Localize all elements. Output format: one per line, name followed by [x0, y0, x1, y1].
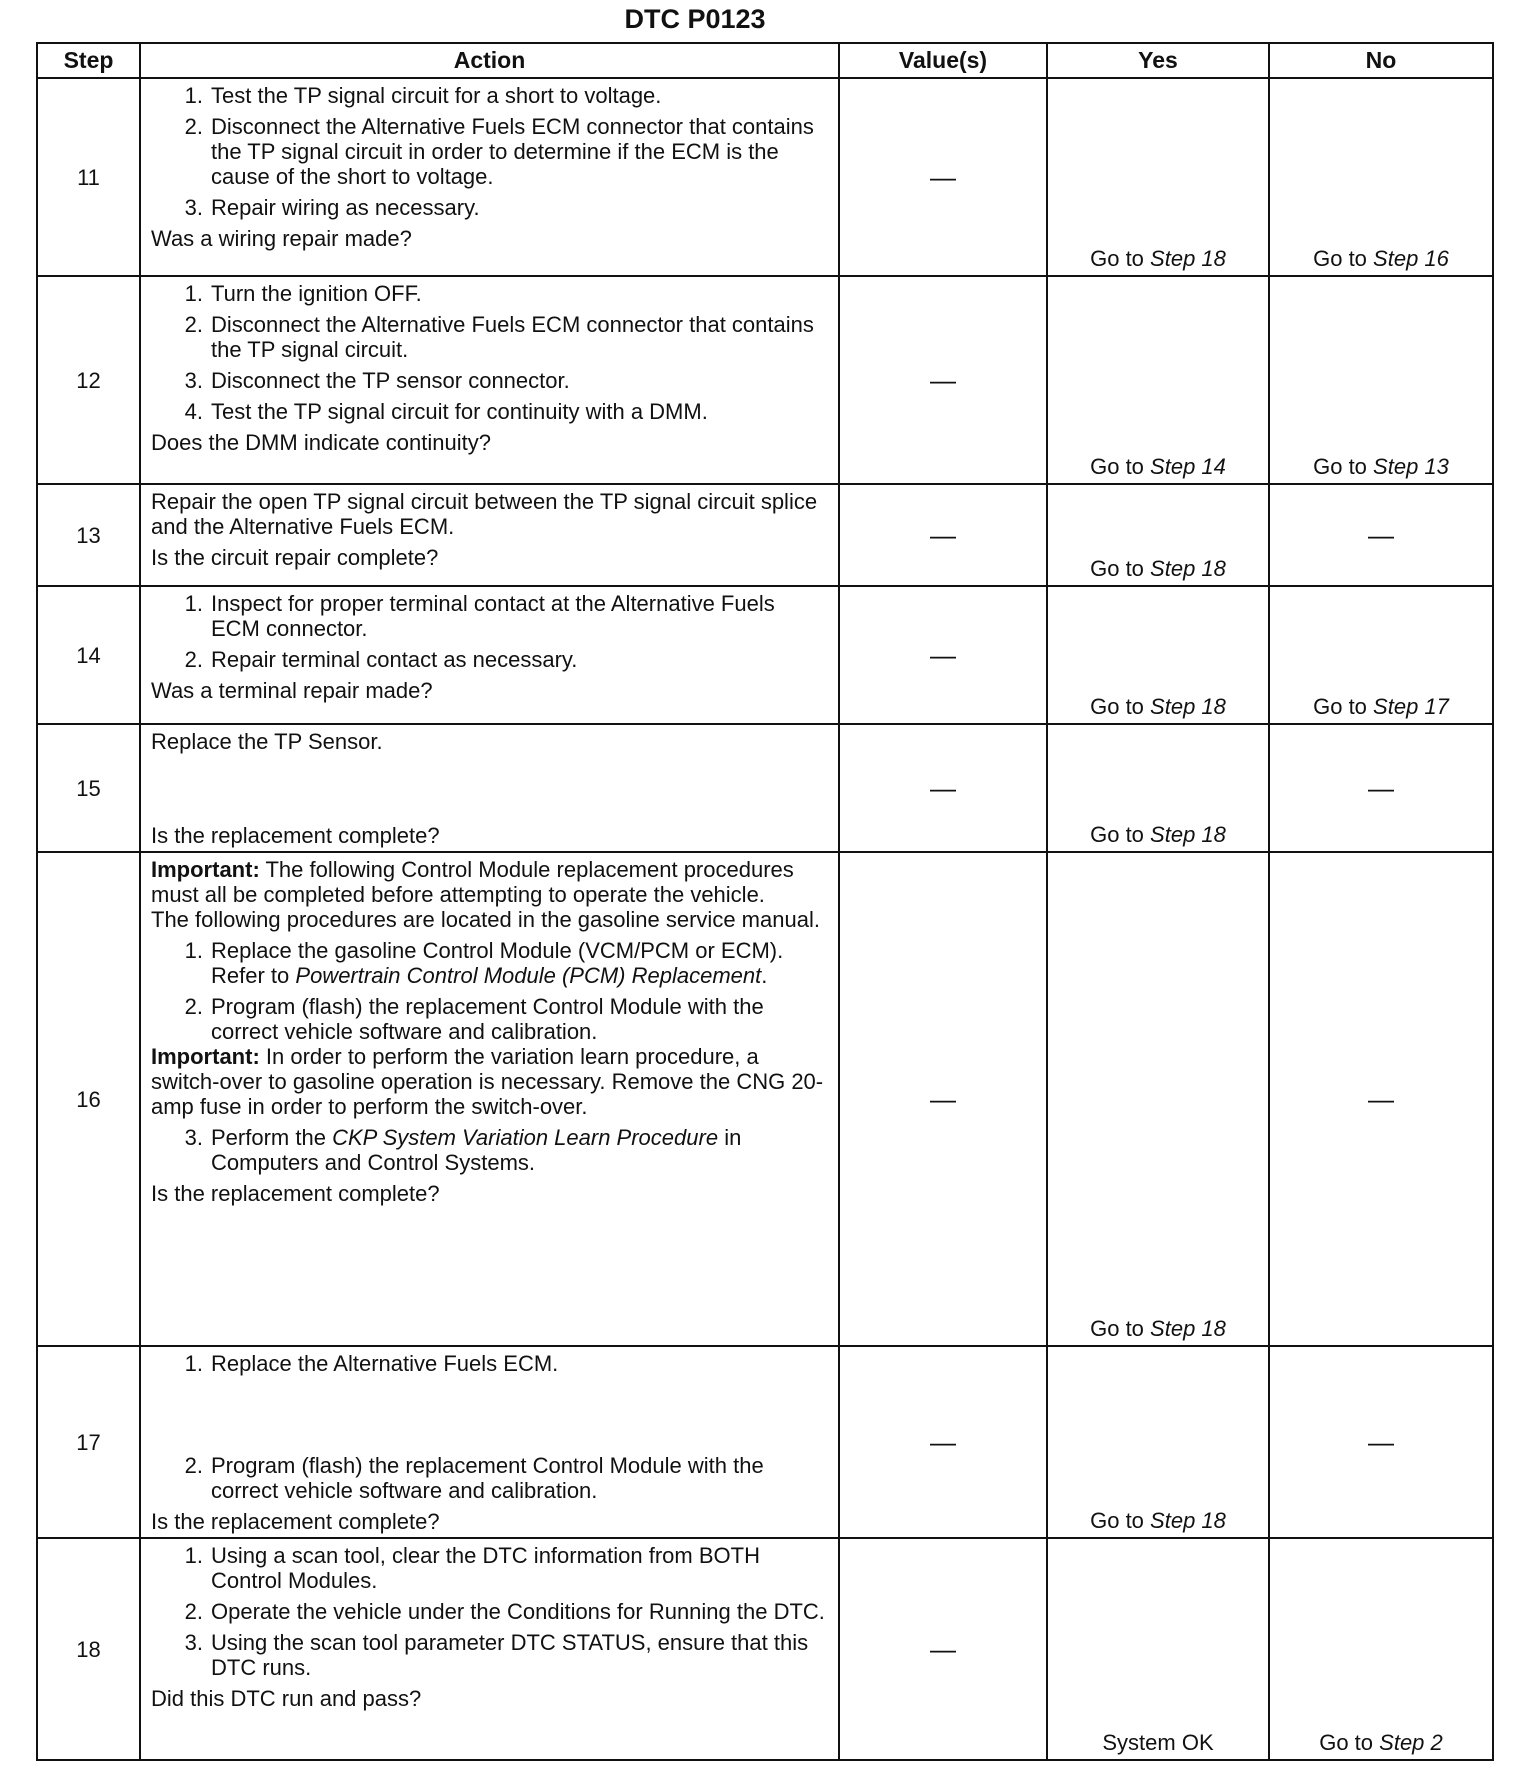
procedure-note: The following procedures are located in the gasoline service manual. [151, 907, 820, 932]
action-item: Repair wiring as necessary. [211, 195, 480, 220]
step-number: 13 [37, 484, 140, 586]
action-cell: 1. Replace the Alternative Fuels ECM. 2. Program (flash) the replacement Control Module with the correct vehicle software and calibration. Is the replacement complete? [140, 1346, 839, 1538]
action-text: Repair the open TP signal circuit between the TP signal circuit splice and the Alternative Fuels ECM. [151, 489, 818, 539]
header-no: No [1269, 43, 1493, 78]
action-item: Program (flash) the replacement Control Module with the correct vehicle software and calibration. [211, 1453, 764, 1503]
action-item: Turn the ignition OFF. [211, 281, 422, 306]
table-row [37, 78, 1493, 276]
step-number: 11 [37, 78, 140, 276]
table-row [37, 724, 1493, 852]
important-label: Important: [151, 857, 260, 882]
value-cell: — [839, 276, 1047, 484]
no-cell: Go to Step 13 [1269, 276, 1493, 484]
step-link[interactable]: Step 14 [1150, 454, 1226, 479]
action-question: Is the replacement complete? [151, 1181, 440, 1206]
step-link[interactable]: Step 18 [1150, 556, 1226, 581]
step-link[interactable]: Step 13 [1373, 454, 1449, 479]
important-label: Important: [151, 1044, 260, 1069]
step-link[interactable]: Step 18 [1150, 1508, 1226, 1533]
action-item: Repair terminal contact as necessary. [211, 647, 578, 672]
no-cell: — [1269, 724, 1493, 852]
action-item: Test the TP signal circuit for continuity with a DMM. [211, 399, 708, 424]
yes-cell: Go to Step 18 [1047, 484, 1269, 586]
value-cell: — [839, 78, 1047, 276]
value-cell: — [839, 1538, 1047, 1760]
step-link[interactable]: Step 17 [1373, 694, 1449, 719]
value-cell: — [839, 852, 1047, 1346]
yes-cell: Go to Step 18 [1047, 1346, 1269, 1538]
table-row [37, 276, 1493, 484]
action-item: Disconnect the TP sensor connector. [211, 368, 570, 393]
action-cell: 1. Turn the ignition OFF. 2. Disconnect the Alternative Fuels ECM connector that contains the TP signal circuit. 3. Disconnect the TP sensor connector. 4. Test the TP signal circuit for continuity with a DMM. Does the DMM indicate continuity? [140, 276, 839, 484]
action-question: Was a terminal repair made? [151, 678, 433, 703]
reference-link[interactable]: CKP System Variation Learn Procedure [332, 1125, 719, 1150]
action-cell: 1. Test the TP signal circuit for a short to voltage. 2. Disconnect the Alternative Fuels ECM connector that contains the TP signal circuit in order to determine if the ECM is the cause of the short to voltage. 3. Repair wiring as necessary. Was a wiring repair made? [140, 78, 839, 276]
step-link[interactable]: Step 2 [1379, 1730, 1443, 1755]
action-question: Was a wiring repair made? [151, 226, 412, 251]
value-cell: — [839, 586, 1047, 724]
yes-cell: Go to Step 18 [1047, 852, 1269, 1346]
header-action: Action [140, 43, 839, 78]
action-item: Operate the vehicle under the Conditions for Running the DTC. [211, 1599, 825, 1624]
yes-cell: System OK [1047, 1538, 1269, 1760]
step-number: 16 [37, 852, 140, 1346]
step-number: 18 [37, 1538, 140, 1760]
important-text: The following Control Module replacement procedures must all be completed before attempting to operate the vehicle. [151, 857, 794, 907]
table-header-row [37, 43, 1493, 78]
step-number: 17 [37, 1346, 140, 1538]
table-row [37, 852, 1493, 1346]
step-number: 14 [37, 586, 140, 724]
step-link[interactable]: Step 18 [1150, 1316, 1226, 1341]
value-cell: — [839, 1346, 1047, 1538]
no-cell: — [1269, 852, 1493, 1346]
action-item: Disconnect the Alternative Fuels ECM connector that contains the TP signal circuit in order to determine if the ECM is the cause of the short to voltage. [211, 114, 814, 189]
no-cell: Go to Step 16 [1269, 78, 1493, 276]
action-item: Disconnect the Alternative Fuels ECM connector that contains the TP signal circuit. [211, 312, 814, 362]
no-cell: Go to Step 17 [1269, 586, 1493, 724]
yes-cell: Go to Step 14 [1047, 276, 1269, 484]
important-text: In order to perform the variation learn procedure, a switch-over to gasoline operation is necessary. Remove the CNG 20-amp fuse in order to perform the switch-over. [151, 1044, 824, 1119]
action-item: Program (flash) the replacement Control Module with the correct vehicle software and calibration. [211, 994, 764, 1044]
action-item: Replace the Alternative Fuels ECM. [211, 1351, 559, 1376]
value-cell: — [839, 724, 1047, 852]
action-cell [140, 724, 839, 852]
action-question: Does the DMM indicate continuity? [151, 430, 491, 455]
action-question: Is the replacement complete? [151, 823, 440, 848]
action-cell: Important: The following Control Module replacement procedures must all be completed before attempting to operate the vehicle. The following procedures are located in the gasoline service manual. 1. Replace the gasoline Control Module (VCM/PCM or ECM). Refer to Powertrain Control Module (PCM) Replacement. 2. Program (flash) the replacement Control Module with the correct vehicle software and calibration. Important: In order to perform the variation learn procedure, a switch-over to gasoline operation is necessary. Remove the CNG 20-amp fuse in order to perform the switch-over. 3. Perform the CKP System Variation Learn Procedure in Computers and Control Systems. Is the replacement complete? [140, 852, 839, 1346]
step-link[interactable]: Step 18 [1150, 246, 1226, 271]
page-title: DTC P0123 [624, 4, 766, 34]
action-item: Using a scan tool, clear the DTC information from BOTH Control Modules. [211, 1543, 760, 1593]
action-item: Inspect for proper terminal contact at the Alternative Fuels ECM connector. [211, 591, 775, 641]
header-step: Step [37, 43, 140, 78]
step-link[interactable]: Step 18 [1150, 822, 1226, 847]
table-row [37, 1538, 1493, 1760]
action-cell: 1. Using a scan tool, clear the DTC information from BOTH Control Modules. 2. Operate the vehicle under the Conditions for Running the DTC. 3. Using the scan tool parameter DTC STATUS, ensure that this DTC runs. Did this DTC run and pass? [140, 1538, 839, 1760]
action-question: Is the circuit repair complete? [151, 545, 439, 570]
reference-link[interactable]: Powertrain Control Module (PCM) Replacement [295, 963, 762, 988]
step-link[interactable]: Step 18 [1150, 694, 1226, 719]
action-cell [140, 484, 839, 586]
no-cell: — [1269, 484, 1493, 586]
action-text: Replace the TP Sensor. [151, 729, 383, 754]
header-yes: Yes [1047, 43, 1269, 78]
table-row [37, 484, 1493, 586]
action-question: Did this DTC run and pass? [151, 1686, 422, 1711]
action-item: Test the TP signal circuit for a short to voltage. [211, 83, 662, 108]
step-number: 12 [37, 276, 140, 484]
header-values: Value(s) [839, 43, 1047, 78]
action-question: Is the replacement complete? [151, 1509, 440, 1534]
step-number: 15 [37, 724, 140, 852]
diagnostic-table [36, 42, 1494, 1761]
yes-cell: Go to Step 18 [1047, 586, 1269, 724]
action-item: Using the scan tool parameter DTC STATUS, ensure that this DTC runs. [211, 1630, 809, 1680]
yes-cell: Go to Step 18 [1047, 78, 1269, 276]
no-cell: — [1269, 1346, 1493, 1538]
no-cell: Go to Step 2 [1269, 1538, 1493, 1760]
table-row [37, 1346, 1493, 1538]
action-cell: 1. Inspect for proper terminal contact at the Alternative Fuels ECM connector. 2. Repair terminal contact as necessary. Was a terminal repair made? [140, 586, 839, 724]
step-link[interactable]: Step 16 [1373, 246, 1449, 271]
yes-cell: Go to Step 18 [1047, 724, 1269, 852]
table-row [37, 586, 1493, 724]
value-cell: — [839, 484, 1047, 586]
